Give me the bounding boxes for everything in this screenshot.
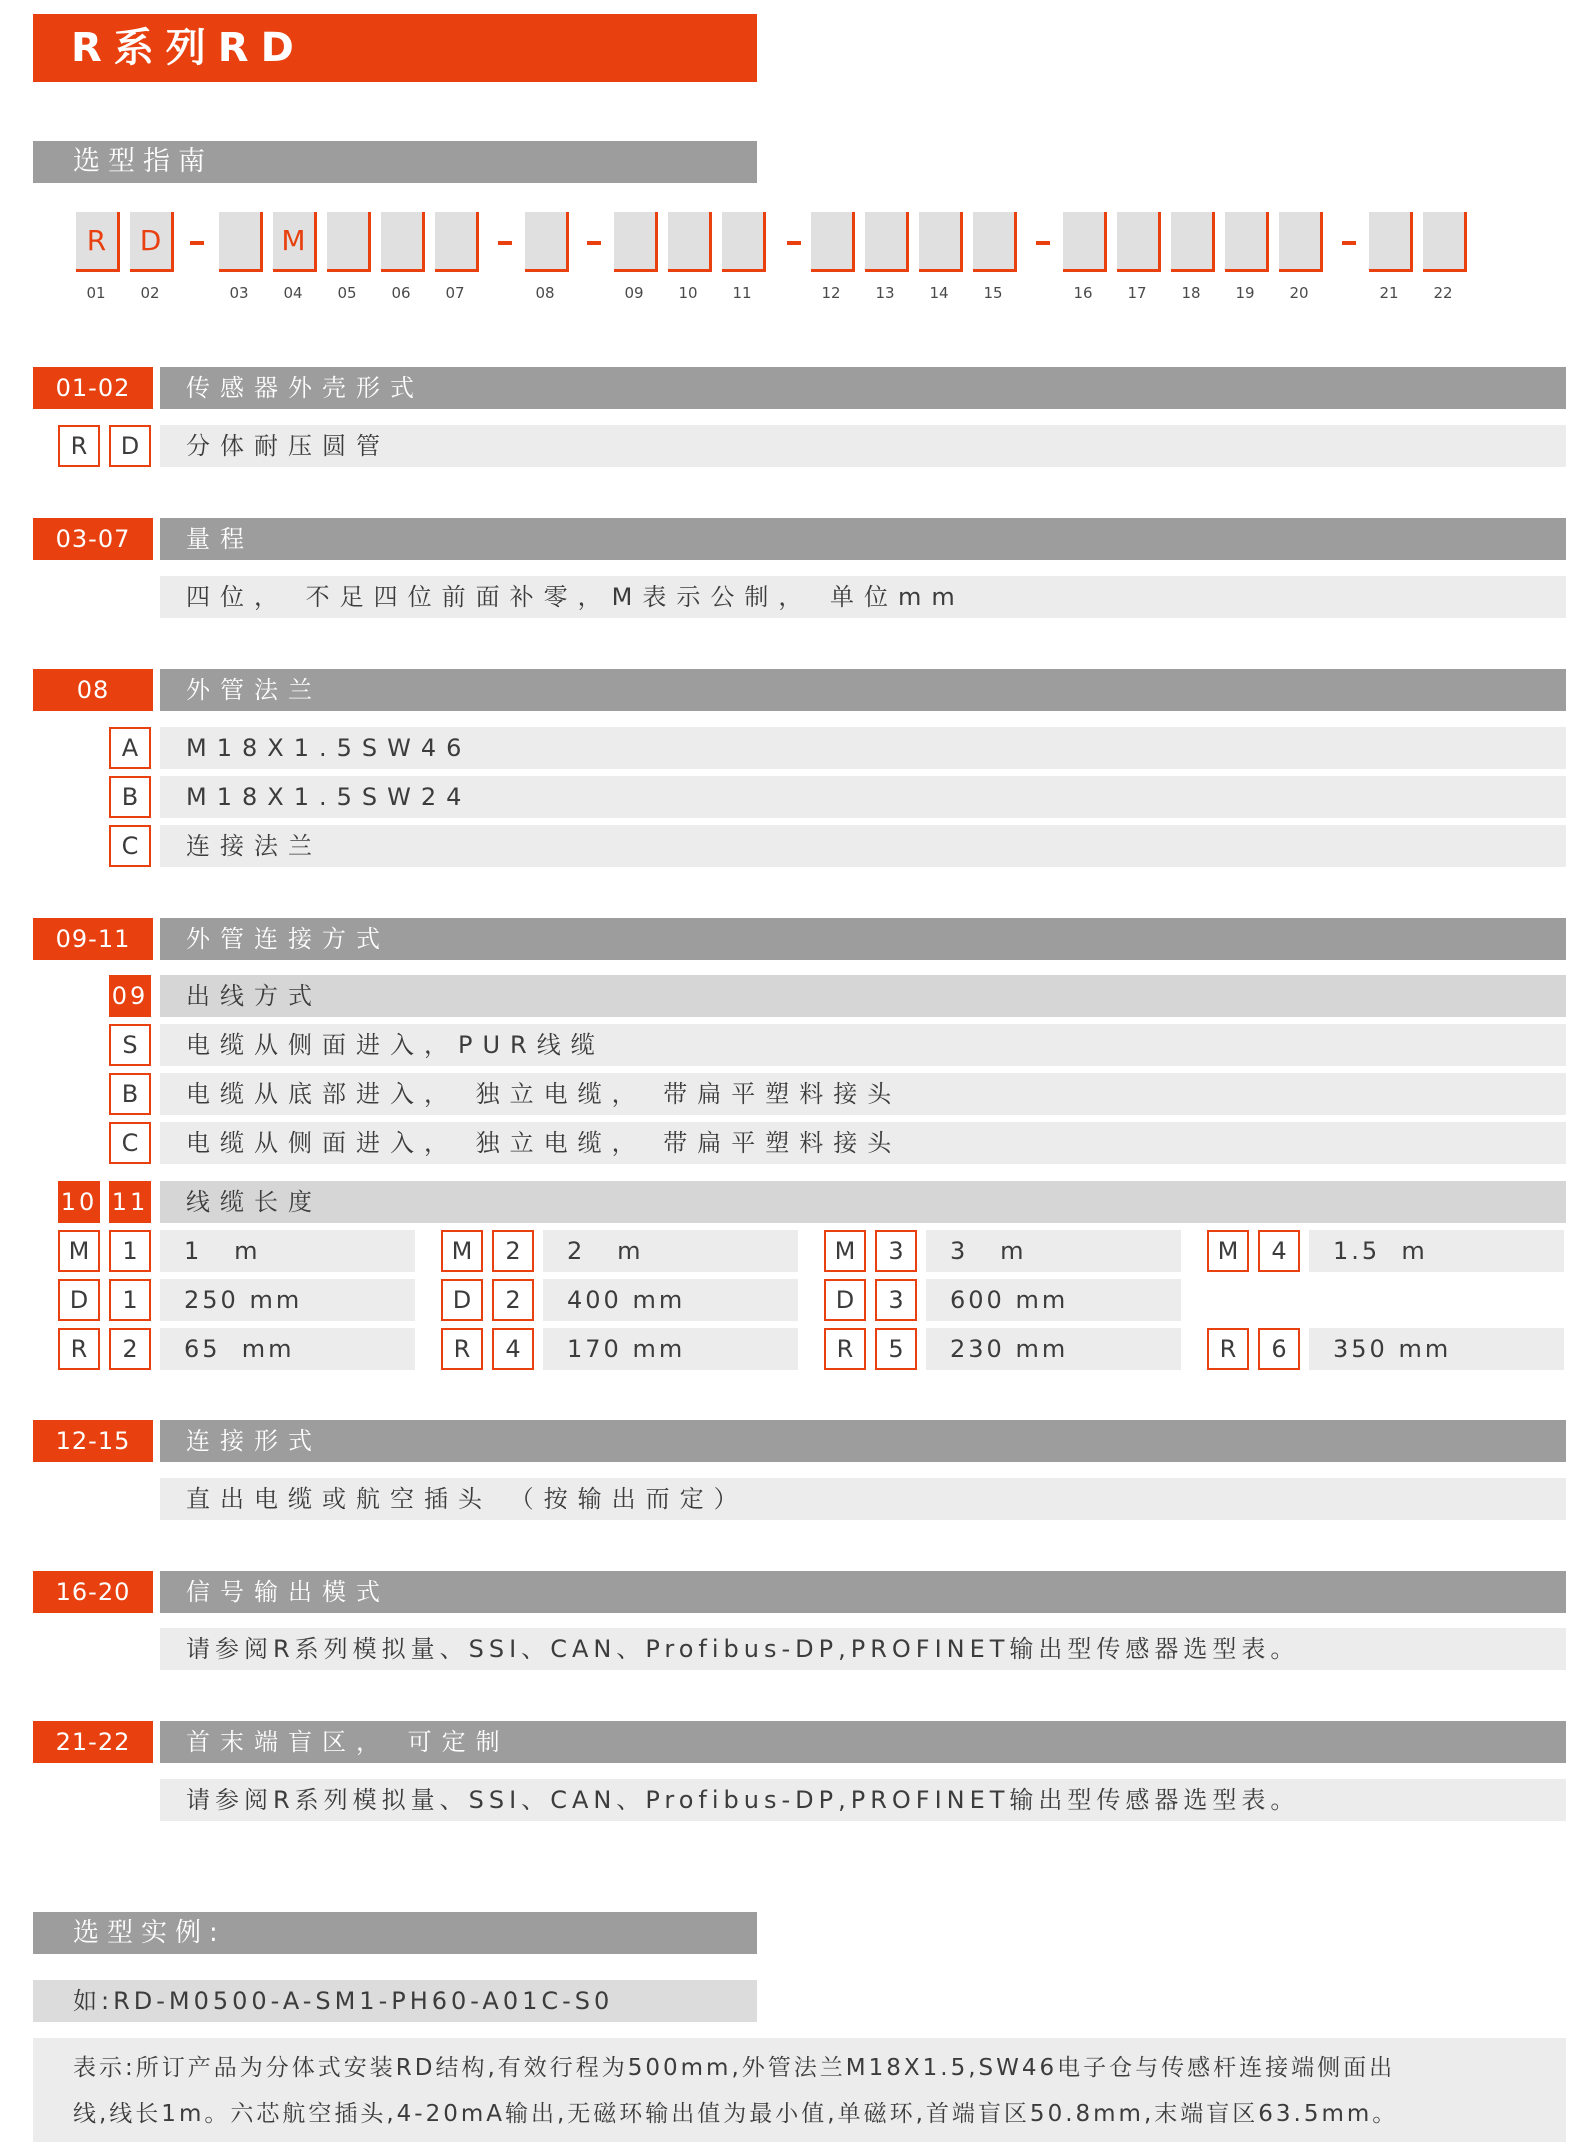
code-box [919, 212, 963, 272]
sub-section-number: 09 [109, 975, 151, 1017]
code-position-number: 12 [821, 284, 841, 302]
code-box [973, 212, 1017, 272]
code-box [1117, 212, 1161, 272]
section-title: 首末端盲区， 可定制 [160, 1721, 1566, 1763]
option-description: 请参阅R系列模拟量、SSI、CAN、Profibus-DP,PROFINET输出型传感器选型表。 [160, 1779, 1566, 1821]
section-number: 08 [33, 669, 153, 711]
length-code-letter: R [824, 1328, 866, 1370]
length-code-letter: R [441, 1328, 483, 1370]
section-number: 12-15 [33, 1420, 153, 1462]
selection-guide-title: 选型指南 [33, 141, 757, 183]
code-box [614, 212, 658, 272]
section-title: 外管法兰 [160, 669, 1566, 711]
code-box [722, 212, 766, 272]
code-box: D [130, 212, 174, 272]
option-description: 分体耐压圆管 [160, 425, 1566, 467]
length-code-letter: M [1207, 1230, 1249, 1272]
length-code-digit: 1 [109, 1279, 151, 1321]
length-code-letter: D [58, 1279, 100, 1321]
code-tag: B [109, 776, 151, 818]
code-position-number: 18 [1181, 284, 1201, 302]
code-box [219, 212, 263, 272]
length-value: 250 mm [160, 1279, 415, 1321]
code-separator-dash [1342, 241, 1356, 245]
option-description: M18X1.5SW24 [160, 776, 1566, 818]
option-description: 电缆从侧面进入，PUR线缆 [160, 1024, 1566, 1066]
code-box [435, 212, 479, 272]
code-box [1171, 212, 1215, 272]
length-code-digit: 5 [875, 1328, 917, 1370]
code-box [1279, 212, 1323, 272]
code-tag: C [109, 825, 151, 867]
section-number: 16-20 [33, 1571, 153, 1613]
code-position-number: 17 [1127, 284, 1147, 302]
code-tag: S [109, 1024, 151, 1066]
sub-section-number: 10 [58, 1181, 100, 1223]
code-position-number: 01 [86, 284, 106, 302]
code-position-number: 09 [624, 284, 644, 302]
example-line-1: 表示:所订产品为分体式安装RD结构,有效行程为500mm,外管法兰M18X1.5,SW46电子仓与传感杆连接端侧面出 [73, 2055, 1396, 2081]
option-description: 四位， 不足四位前面补零，M表示公制， 单位mm [160, 576, 1566, 618]
code-position-number: 05 [337, 284, 357, 302]
length-code-digit: 1 [109, 1230, 151, 1272]
code-separator-dash [787, 241, 801, 245]
code-position-number: 20 [1289, 284, 1309, 302]
code-box: M [273, 212, 317, 272]
code-position-number: 06 [391, 284, 411, 302]
code-position-number: 22 [1433, 284, 1453, 302]
code-separator-dash [498, 241, 512, 245]
code-box [1423, 212, 1467, 272]
code-tag: R [58, 425, 100, 467]
sub-section-title: 线缆长度 [160, 1181, 1566, 1223]
code-position-number: 15 [983, 284, 1003, 302]
section-title: 传感器外壳形式 [160, 367, 1566, 409]
length-value: 65 mm [160, 1328, 415, 1370]
code-position-number: 07 [445, 284, 465, 302]
code-position-number: 13 [875, 284, 895, 302]
section-title: 量程 [160, 518, 1566, 560]
code-box [381, 212, 425, 272]
option-description: 连接法兰 [160, 825, 1566, 867]
code-separator-dash [1036, 241, 1050, 245]
length-value: 350 mm [1309, 1328, 1564, 1370]
code-position-number: 04 [283, 284, 303, 302]
code-separator-dash [587, 241, 601, 245]
code-separator-dash [190, 241, 204, 245]
length-code-digit: 4 [492, 1328, 534, 1370]
code-box [525, 212, 569, 272]
code-position-number: 19 [1235, 284, 1255, 302]
option-description: 请参阅R系列模拟量、SSI、CAN、Profibus-DP,PROFINET输出型传感器选型表。 [160, 1628, 1566, 1670]
code-position-number: 03 [229, 284, 249, 302]
example-code: 如:RD-M0500-A-SM1-PH60-A01C-S0 [33, 1980, 757, 2022]
length-code-letter: R [58, 1328, 100, 1370]
example-title: 选型实例: [33, 1912, 757, 1954]
length-code-letter: R [1207, 1328, 1249, 1370]
section-number: 03-07 [33, 518, 153, 560]
code-position-number: 08 [535, 284, 555, 302]
length-code-letter: M [441, 1230, 483, 1272]
code-position-number: 14 [929, 284, 949, 302]
code-position-number: 16 [1073, 284, 1093, 302]
example-description [33, 2038, 1566, 2142]
section-number: 01-02 [33, 367, 153, 409]
code-tag: A [109, 727, 151, 769]
code-box [668, 212, 712, 272]
code-tag: D [109, 425, 151, 467]
code-position-number: 10 [678, 284, 698, 302]
length-code-letter: M [58, 1230, 100, 1272]
code-box [327, 212, 371, 272]
section-title: 信号输出模式 [160, 1571, 1566, 1613]
section-title: 外管连接方式 [160, 918, 1566, 960]
length-value: 1 m [160, 1230, 415, 1272]
code-box [1225, 212, 1269, 272]
section-number: 09-11 [33, 918, 153, 960]
length-code-digit: 3 [875, 1230, 917, 1272]
code-box: R [76, 212, 120, 272]
length-code-digit: 3 [875, 1279, 917, 1321]
code-position-number: 11 [732, 284, 752, 302]
section-number: 21-22 [33, 1721, 153, 1763]
example-line-2: 线,线长1m。六芯航空插头,4-20mA输出,无磁环输出值为最小值,单磁环,首端盲区50.8mm,末端盲区63.5mm。 [73, 2101, 1399, 2127]
option-description: M18X1.5SW46 [160, 727, 1566, 769]
page-title: R系列RD [33, 14, 757, 82]
length-code-digit: 4 [1258, 1230, 1300, 1272]
option-description: 直出电缆或航空插头 （按输出而定） [160, 1478, 1566, 1520]
length-value: 2 m [543, 1230, 798, 1272]
length-code-digit: 2 [492, 1230, 534, 1272]
code-position-number: 02 [140, 284, 160, 302]
option-description: 电缆从底部进入， 独立电缆， 带扁平塑料接头 [160, 1073, 1566, 1115]
length-value: 600 mm [926, 1279, 1181, 1321]
code-box [1063, 212, 1107, 272]
sub-section-number: 11 [109, 1181, 151, 1223]
code-position-number: 21 [1379, 284, 1399, 302]
code-box [1369, 212, 1413, 272]
length-code-digit: 2 [109, 1328, 151, 1370]
section-title: 连接形式 [160, 1420, 1566, 1462]
code-box [811, 212, 855, 272]
length-code-letter: M [824, 1230, 866, 1272]
length-code-digit: 6 [1258, 1328, 1300, 1370]
code-box [865, 212, 909, 272]
length-value: 3 m [926, 1230, 1181, 1272]
length-code-digit: 2 [492, 1279, 534, 1321]
sub-section-title: 出线方式 [160, 975, 1566, 1017]
length-code-letter: D [824, 1279, 866, 1321]
code-tag: C [109, 1122, 151, 1164]
length-value: 170 mm [543, 1328, 798, 1370]
option-description: 电缆从侧面进入， 独立电缆， 带扁平塑料接头 [160, 1122, 1566, 1164]
length-value: 230 mm [926, 1328, 1181, 1370]
length-value: 1.5 m [1309, 1230, 1564, 1272]
length-code-letter: D [441, 1279, 483, 1321]
code-tag: B [109, 1073, 151, 1115]
length-value: 400 mm [543, 1279, 798, 1321]
